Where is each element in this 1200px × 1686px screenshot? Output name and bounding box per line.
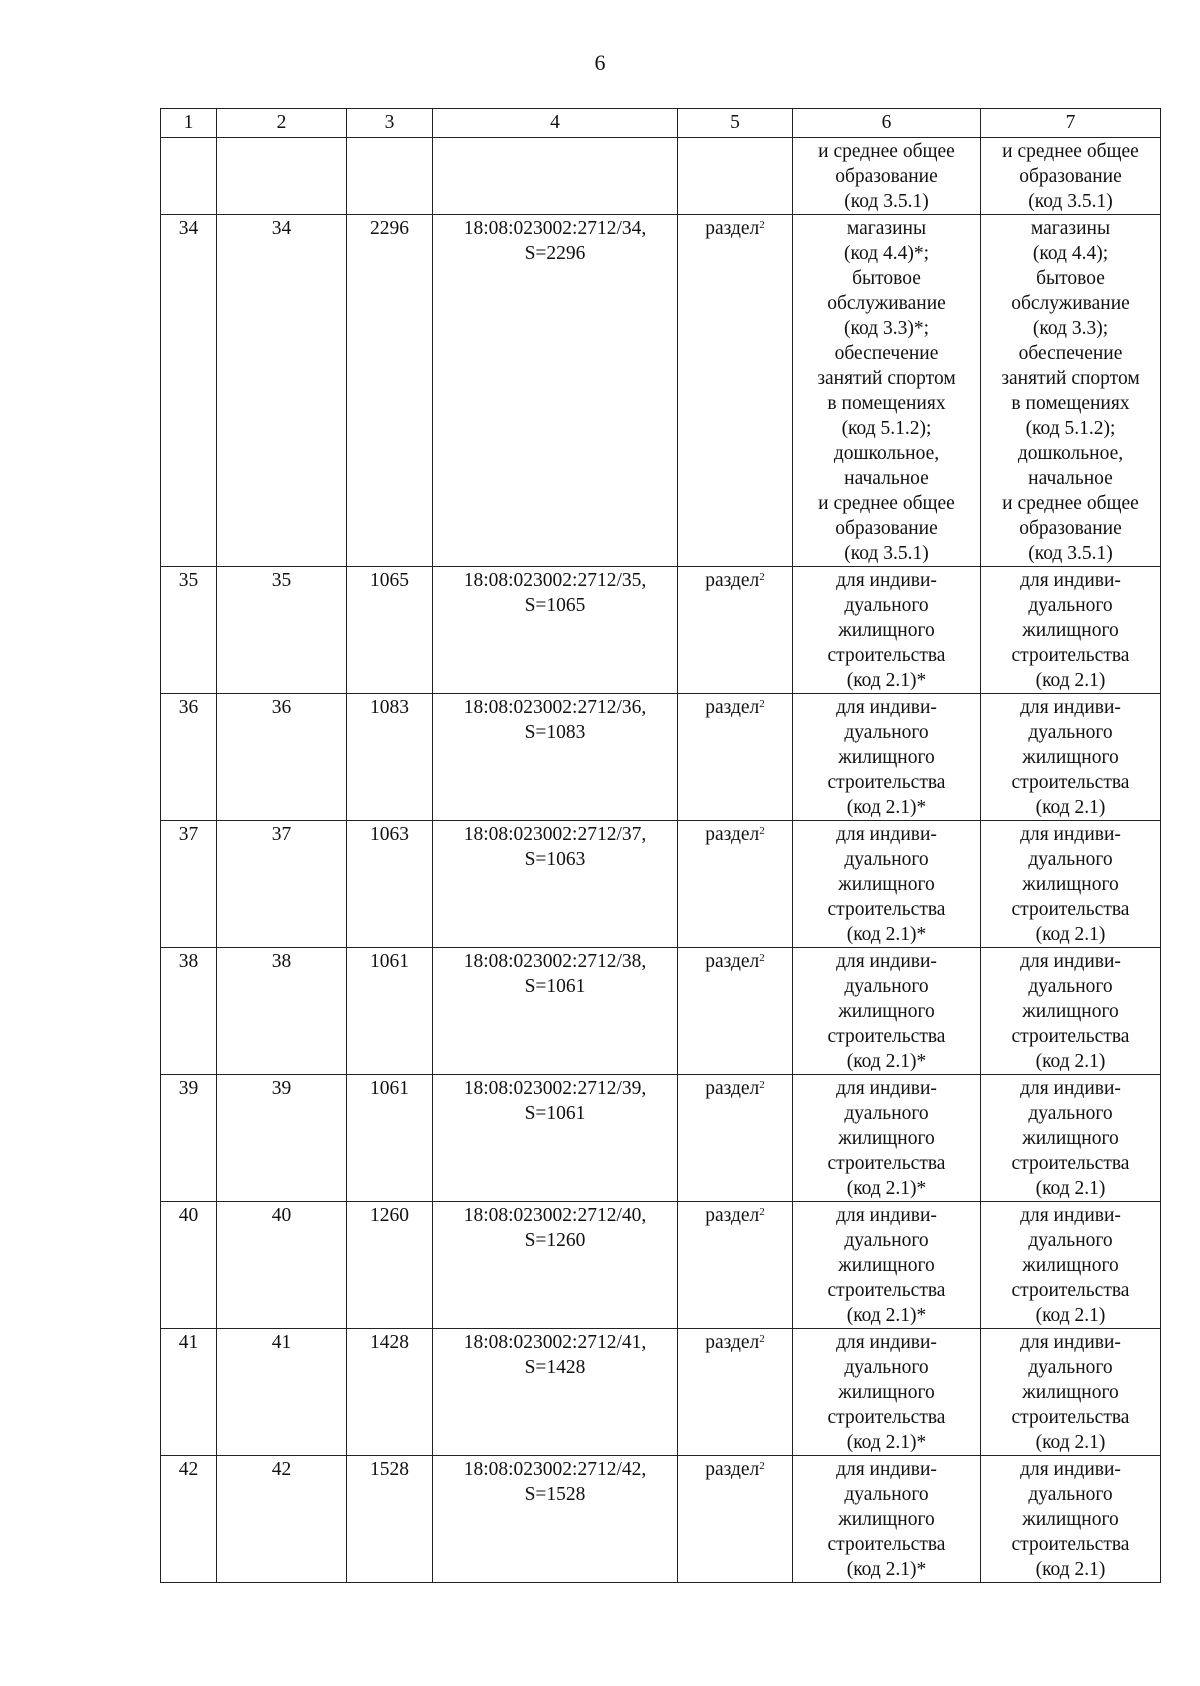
- table-row: [161, 948, 1161, 1075]
- col-header: 5: [678, 109, 793, 138]
- usage-line: строительства: [1011, 772, 1130, 793]
- col-header: 2: [217, 109, 347, 138]
- usage-line: (код 4.4)*;: [844, 243, 929, 264]
- cell-cadastral: [433, 215, 678, 567]
- cell-method: [678, 694, 793, 821]
- cell-plot-number: 41: [217, 1329, 347, 1456]
- usage-line: обслуживание: [827, 293, 946, 314]
- usage-line: для индиви-: [1020, 824, 1121, 845]
- cell-area: 1065: [347, 567, 433, 694]
- usage-line: в помещениях: [827, 393, 946, 414]
- usage-line: для индиви-: [1020, 1078, 1121, 1099]
- usage-line: строительства: [827, 772, 946, 793]
- usage-line: (код 2.1): [1035, 1051, 1106, 1072]
- cadastral-area: S=1065: [524, 595, 586, 616]
- usage-line: жилищного: [1022, 1255, 1119, 1276]
- usage-line: для индиви-: [836, 951, 937, 972]
- usage-line: (код 2.1)*: [846, 1432, 927, 1453]
- method-text: раздел: [705, 1459, 760, 1480]
- usage-line: жилищного: [838, 874, 935, 895]
- usage-line: жилищного: [1022, 1001, 1119, 1022]
- cell-usage-planned: [793, 948, 981, 1075]
- cell-method: [678, 1456, 793, 1583]
- cell-method: [678, 1075, 793, 1202]
- cell-usage-planned: [793, 138, 981, 215]
- cadastral-area: S=1083: [524, 722, 586, 743]
- usage-line: начальное: [844, 468, 929, 489]
- table-row: [161, 567, 1161, 694]
- usage-line: дуального: [1028, 849, 1113, 870]
- usage-line: образование: [1019, 518, 1122, 539]
- cell-cadastral: [433, 1329, 678, 1456]
- usage-line: строительства: [1011, 645, 1130, 666]
- cell-usage-permitted: [981, 1329, 1161, 1456]
- cell-area: 1061: [347, 948, 433, 1075]
- footnote-mark: 2: [759, 219, 765, 231]
- col-header: 7: [981, 109, 1161, 138]
- cell-plot-number: 39: [217, 1075, 347, 1202]
- usage-line: строительства: [827, 1280, 946, 1301]
- cadastral-number: 18:08:023002:2712/40,: [463, 1205, 647, 1226]
- cell-method: [678, 215, 793, 567]
- cell-cadastral: [433, 1456, 678, 1583]
- usage-line: дуального: [844, 722, 929, 743]
- cell-usage-permitted: [981, 567, 1161, 694]
- cell-usage-planned: [793, 1202, 981, 1329]
- col-header: 3: [347, 109, 433, 138]
- usage-line: (код 2.1)*: [846, 797, 927, 818]
- usage-line: для индиви-: [1020, 951, 1121, 972]
- usage-line: для индиви-: [836, 1332, 937, 1353]
- usage-line: (код 5.1.2);: [1025, 418, 1116, 439]
- cadastral-area: S=1061: [524, 976, 586, 997]
- header-row: [161, 109, 1161, 138]
- cadastral-area: S=1063: [524, 849, 586, 870]
- usage-line: образование: [1019, 166, 1122, 187]
- cell-usage-permitted: [981, 1202, 1161, 1329]
- cell-cadastral: [433, 821, 678, 948]
- footnote-mark: 2: [759, 1460, 765, 1472]
- cell-plot-number: 37: [217, 821, 347, 948]
- cell-row-number: 40: [161, 1202, 217, 1329]
- usage-line: (код 2.1): [1035, 1178, 1106, 1199]
- cell-empty: [347, 138, 433, 215]
- cell-cadastral: [433, 1075, 678, 1202]
- usage-line: (код 2.1)*: [846, 1559, 927, 1580]
- usage-line: дуального: [1028, 1357, 1113, 1378]
- usage-line: обеспечение: [834, 343, 939, 364]
- usage-line: строительства: [1011, 1026, 1130, 1047]
- cell-empty: [161, 138, 217, 215]
- usage-line: жилищного: [1022, 1382, 1119, 1403]
- cadastral-number: 18:08:023002:2712/34,: [463, 218, 647, 239]
- method-text: раздел: [705, 951, 760, 972]
- usage-line: (код 3.5.1): [1028, 191, 1113, 212]
- cell-usage-planned: [793, 567, 981, 694]
- usage-line: для индиви-: [836, 570, 937, 591]
- cadastral-area: S=1061: [524, 1103, 586, 1124]
- usage-line: дуального: [844, 1230, 929, 1251]
- cell-area: 1061: [347, 1075, 433, 1202]
- usage-line: строительства: [827, 1534, 946, 1555]
- table-row: [161, 694, 1161, 821]
- usage-line: (код 2.1)*: [846, 924, 927, 945]
- cadastral-area: S=1528: [524, 1484, 586, 1505]
- cell-plot-number: 35: [217, 567, 347, 694]
- usage-line: жилищного: [1022, 1128, 1119, 1149]
- cadastral-number: 18:08:023002:2712/42,: [463, 1459, 647, 1480]
- usage-line: дуального: [844, 1357, 929, 1378]
- usage-line: дуального: [1028, 722, 1113, 743]
- usage-line: (код 3.5.1): [844, 543, 929, 564]
- cell-row-number: 35: [161, 567, 217, 694]
- cell-usage-permitted: [981, 948, 1161, 1075]
- usage-line: для индиви-: [1020, 697, 1121, 718]
- cell-cadastral: [433, 1202, 678, 1329]
- method-text: раздел: [705, 824, 760, 845]
- cell-row-number: 41: [161, 1329, 217, 1456]
- usage-line: и среднее общее: [818, 493, 955, 514]
- usage-line: (код 2.1)*: [846, 1051, 927, 1072]
- land-plots-table: [160, 108, 1161, 1583]
- cell-usage-permitted: [981, 215, 1161, 567]
- usage-line: строительства: [1011, 1407, 1130, 1428]
- usage-line: для индиви-: [836, 824, 937, 845]
- method-text: раздел: [705, 218, 760, 239]
- table-row: [161, 1075, 1161, 1202]
- cell-plot-number: 36: [217, 694, 347, 821]
- cadastral-area: S=1260: [524, 1230, 586, 1251]
- cell-plot-number: 38: [217, 948, 347, 1075]
- usage-line: (код 3.5.1): [1028, 543, 1113, 564]
- footnote-mark: 2: [759, 1206, 765, 1218]
- cell-empty: [433, 138, 678, 215]
- cell-plot-number: 42: [217, 1456, 347, 1583]
- cell-cadastral: [433, 948, 678, 1075]
- usage-line: (код 5.1.2);: [841, 418, 932, 439]
- usage-line: магазины: [846, 218, 927, 239]
- cadastral-number: 18:08:023002:2712/36,: [463, 697, 647, 718]
- footnote-mark: 2: [759, 1079, 765, 1091]
- page-number: 6: [594, 50, 606, 75]
- cell-empty: [678, 138, 793, 215]
- usage-line: (код 2.1): [1035, 924, 1106, 945]
- cell-cadastral: [433, 694, 678, 821]
- footnote-mark: 2: [759, 952, 765, 964]
- cell-area: 1260: [347, 1202, 433, 1329]
- method-text: раздел: [705, 697, 760, 718]
- usage-line: строительства: [1011, 1534, 1130, 1555]
- usage-line: дуального: [844, 849, 929, 870]
- usage-line: обслуживание: [1011, 293, 1130, 314]
- cell-area: 2296: [347, 215, 433, 567]
- usage-line: дуального: [844, 1484, 929, 1505]
- usage-line: в помещениях: [1011, 393, 1130, 414]
- usage-line: строительства: [1011, 1280, 1130, 1301]
- footnote-mark: 2: [759, 571, 765, 583]
- cadastral-number: 18:08:023002:2712/38,: [463, 951, 647, 972]
- usage-line: начальное: [1028, 468, 1113, 489]
- cell-plot-number: 40: [217, 1202, 347, 1329]
- usage-line: (код 4.4);: [1032, 243, 1109, 264]
- usage-line: строительства: [827, 1153, 946, 1174]
- usage-line: дуального: [1028, 595, 1113, 616]
- usage-line: бытовое: [852, 268, 921, 289]
- footnote-mark: 2: [759, 698, 765, 710]
- cell-usage-permitted: [981, 1075, 1161, 1202]
- usage-line: жилищного: [1022, 620, 1119, 641]
- col-header: 1: [161, 109, 217, 138]
- cadastral-area: S=2296: [524, 243, 586, 264]
- usage-line: для индиви-: [1020, 1332, 1121, 1353]
- cell-method: [678, 567, 793, 694]
- usage-line: дуального: [1028, 1103, 1113, 1124]
- cell-cadastral: [433, 567, 678, 694]
- usage-line: (код 3.3)*;: [844, 318, 929, 339]
- usage-line: дуального: [844, 1103, 929, 1124]
- usage-line: и среднее общее: [818, 141, 955, 162]
- usage-line: для индиви-: [836, 1459, 937, 1480]
- cadastral-number: 18:08:023002:2712/41,: [463, 1332, 647, 1353]
- usage-line: жилищного: [838, 747, 935, 768]
- cell-usage-permitted: [981, 138, 1161, 215]
- usage-line: жилищного: [1022, 747, 1119, 768]
- table-body: [161, 138, 1161, 1583]
- usage-line: жилищного: [1022, 1509, 1119, 1530]
- usage-line: дуального: [1028, 1230, 1113, 1251]
- continuation-row: [161, 138, 1161, 215]
- usage-line: дуального: [844, 976, 929, 997]
- usage-line: обеспечение: [1018, 343, 1123, 364]
- usage-line: дуального: [1028, 976, 1113, 997]
- usage-line: жилищного: [838, 1509, 935, 1530]
- cell-area: 1063: [347, 821, 433, 948]
- cell-method: [678, 1329, 793, 1456]
- usage-line: образование: [835, 518, 938, 539]
- usage-line: для индиви-: [1020, 570, 1121, 591]
- cell-row-number: 37: [161, 821, 217, 948]
- usage-line: занятий спортом: [817, 368, 956, 389]
- table-row: [161, 1202, 1161, 1329]
- usage-line: для индиви-: [1020, 1459, 1121, 1480]
- method-text: раздел: [705, 1332, 760, 1353]
- cell-method: [678, 821, 793, 948]
- usage-line: (код 2.1)*: [846, 1305, 927, 1326]
- cell-plot-number: 34: [217, 215, 347, 567]
- col-header: 4: [433, 109, 678, 138]
- cell-area: 1528: [347, 1456, 433, 1583]
- usage-line: для индиви-: [836, 1078, 937, 1099]
- usage-line: (код 2.1): [1035, 797, 1106, 818]
- cell-usage-planned: [793, 694, 981, 821]
- usage-line: для индиви-: [836, 697, 937, 718]
- cadastral-area: S=1428: [524, 1357, 586, 1378]
- usage-line: для индиви-: [1020, 1205, 1121, 1226]
- usage-line: магазины: [1030, 218, 1111, 239]
- usage-line: жилищного: [838, 620, 935, 641]
- usage-line: строительства: [827, 1407, 946, 1428]
- table-row: [161, 1456, 1161, 1583]
- usage-line: и среднее общее: [1002, 493, 1139, 514]
- usage-line: образование: [835, 166, 938, 187]
- cell-empty: [217, 138, 347, 215]
- cell-method: [678, 948, 793, 1075]
- usage-line: (код 2.1)*: [846, 670, 927, 691]
- usage-line: жилищного: [838, 1382, 935, 1403]
- cell-usage-planned: [793, 215, 981, 567]
- usage-line: дуального: [1028, 1484, 1113, 1505]
- cell-usage-planned: [793, 1075, 981, 1202]
- usage-line: строительства: [827, 1026, 946, 1047]
- col-header: 6: [793, 109, 981, 138]
- usage-line: бытовое: [1036, 268, 1105, 289]
- cell-usage-permitted: [981, 821, 1161, 948]
- cell-method: [678, 1202, 793, 1329]
- usage-line: строительства: [827, 645, 946, 666]
- cadastral-number: 18:08:023002:2712/39,: [463, 1078, 647, 1099]
- cell-row-number: 39: [161, 1075, 217, 1202]
- cell-usage-permitted: [981, 1456, 1161, 1583]
- table-row: [161, 215, 1161, 567]
- cell-area: 1083: [347, 694, 433, 821]
- cadastral-number: 18:08:023002:2712/35,: [463, 570, 647, 591]
- usage-line: жилищного: [838, 1001, 935, 1022]
- usage-line: дуального: [844, 595, 929, 616]
- method-text: раздел: [705, 570, 760, 591]
- footnote-mark: 2: [759, 825, 765, 837]
- table-row: [161, 821, 1161, 948]
- cell-row-number: 38: [161, 948, 217, 1075]
- cell-usage-planned: [793, 821, 981, 948]
- usage-line: дошкольное,: [833, 443, 940, 464]
- cell-row-number: 42: [161, 1456, 217, 1583]
- usage-line: и среднее общее: [1002, 141, 1139, 162]
- usage-line: (код 2.1): [1035, 670, 1106, 691]
- usage-line: жилищного: [1022, 874, 1119, 895]
- cell-usage-planned: [793, 1456, 981, 1583]
- cell-row-number: 36: [161, 694, 217, 821]
- usage-line: для индиви-: [836, 1205, 937, 1226]
- cell-usage-permitted: [981, 694, 1161, 821]
- usage-line: занятий спортом: [1001, 368, 1140, 389]
- method-text: раздел: [705, 1078, 760, 1099]
- cell-area: 1428: [347, 1329, 433, 1456]
- usage-line: строительства: [827, 899, 946, 920]
- cell-usage-planned: [793, 1329, 981, 1456]
- usage-line: (код 3.5.1): [844, 191, 929, 212]
- method-text: раздел: [705, 1205, 760, 1226]
- usage-line: (код 2.1): [1035, 1432, 1106, 1453]
- table-row: [161, 1329, 1161, 1456]
- cadastral-number: 18:08:023002:2712/37,: [463, 824, 647, 845]
- usage-line: (код 2.1): [1035, 1559, 1106, 1580]
- usage-line: дошкольное,: [1017, 443, 1124, 464]
- usage-line: (код 2.1)*: [846, 1178, 927, 1199]
- footnote-mark: 2: [759, 1333, 765, 1345]
- usage-line: (код 3.3);: [1032, 318, 1109, 339]
- usage-line: жилищного: [838, 1128, 935, 1149]
- usage-line: жилищного: [838, 1255, 935, 1276]
- usage-line: строительства: [1011, 1153, 1130, 1174]
- cell-row-number: 34: [161, 215, 217, 567]
- usage-line: строительства: [1011, 899, 1130, 920]
- usage-line: (код 2.1): [1035, 1305, 1106, 1326]
